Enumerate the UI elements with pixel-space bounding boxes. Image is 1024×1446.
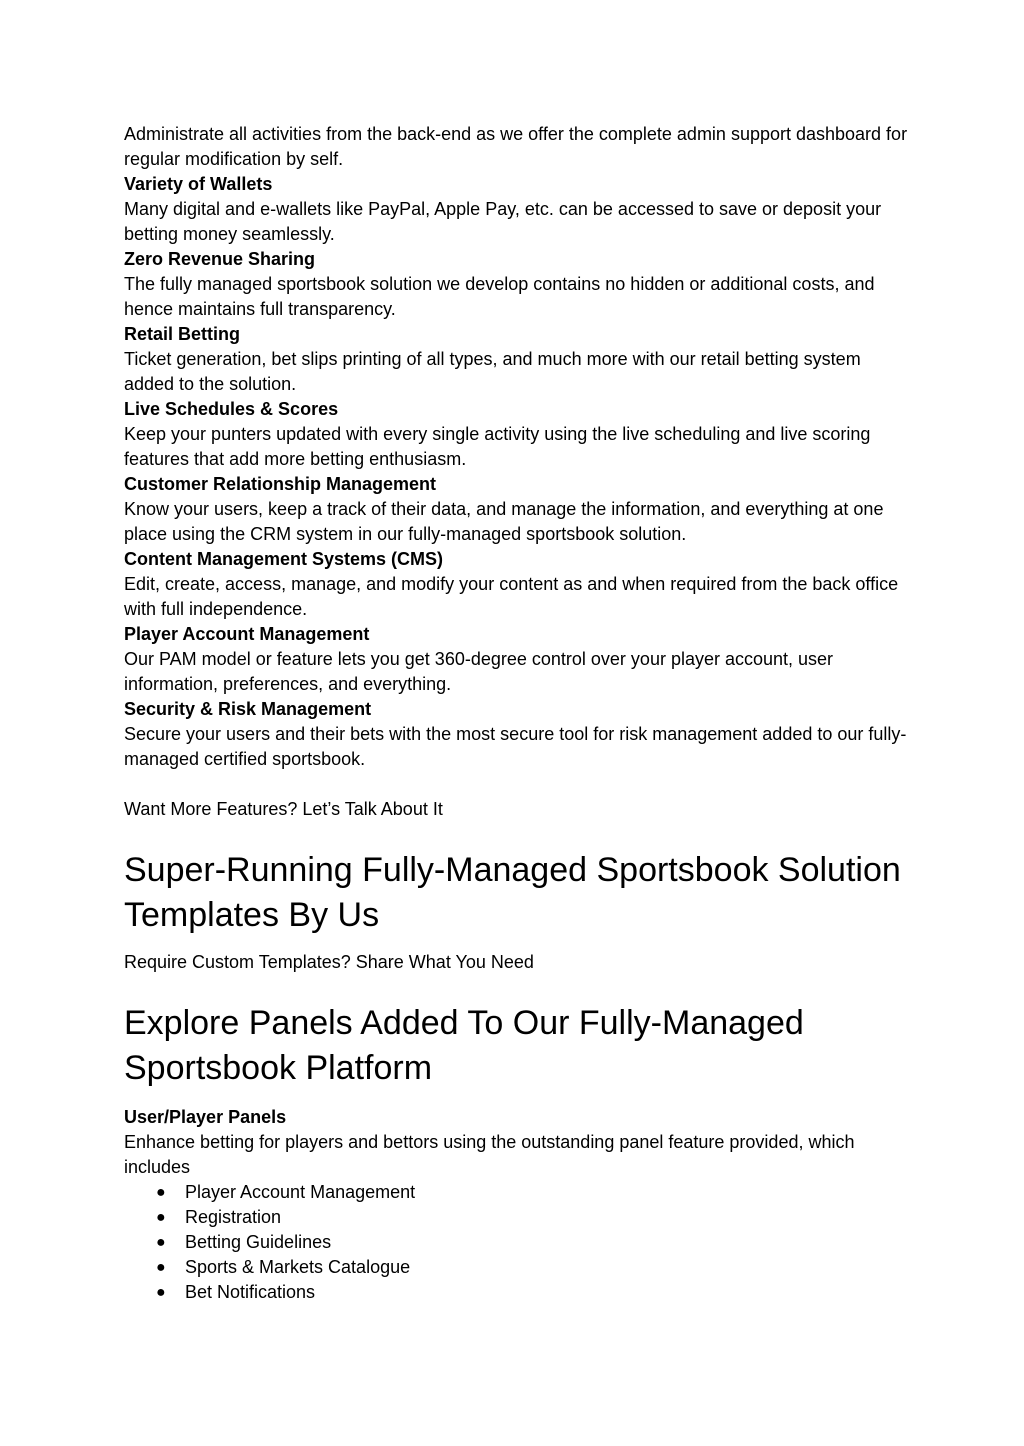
panels-heading: Explore Panels Added To Our Fully-Managed Sportsbook Platform <box>124 1004 804 1087</box>
document-page <box>124 122 914 1305</box>
feature-list <box>124 172 914 772</box>
bullet-icon: ● <box>156 1259 166 1276</box>
bullet-icon: ● <box>156 1234 166 1251</box>
list-item-label: Sports & Markets Catalogue <box>185 1257 411 1277</box>
templates-cta: Require Custom Templates? Share What You Need <box>124 952 534 972</box>
features-cta: Want More Features? Let’s Talk About It <box>124 799 443 819</box>
panels-subheading: User/Player Panels <box>124 1107 287 1127</box>
list-item-label: Player Account Management <box>185 1182 416 1202</box>
list-item <box>124 1205 914 1230</box>
feature-title: Variety of Wallets <box>124 174 273 194</box>
feature-body: Our PAM model or feature lets you get 360-degree control over your player account, user information, preferences, and everything. <box>124 649 834 694</box>
feature-item <box>124 247 914 322</box>
list-item <box>124 1230 914 1255</box>
panels-body: Enhance betting for players and bettors using the outstanding panel feature provided, which includes <box>124 1132 855 1177</box>
panel-features-list <box>124 1180 914 1305</box>
list-item <box>124 1180 914 1205</box>
feature-title: Content Management Systems (CMS) <box>124 549 444 569</box>
feature-title: Player Account Management <box>124 624 370 644</box>
feature-title: Retail Betting <box>124 324 241 344</box>
feature-body: Keep your punters updated with every single activity using the live scheduling and live scoring features that add more betting enthusiasm. <box>124 424 871 469</box>
list-item <box>124 1280 914 1305</box>
list-item-label: Betting Guidelines <box>185 1232 332 1252</box>
feature-body: Edit, create, access, manage, and modify your content as and when required from the back office with full independence. <box>124 574 899 619</box>
feature-body: Secure your users and their bets with the most secure tool for risk management added to our fully-managed certified sportsbook. <box>124 724 907 769</box>
feature-item <box>124 172 914 247</box>
bullet-icon: ● <box>156 1209 166 1226</box>
feature-item <box>124 622 914 697</box>
list-item-label: Registration <box>185 1207 282 1227</box>
list-item <box>124 1255 914 1280</box>
feature-item <box>124 322 914 397</box>
feature-title: Live Schedules & Scores <box>124 399 339 419</box>
feature-body: The fully managed sportsbook solution we develop contains no hidden or additional costs, and hence maintains full transparency. <box>124 274 875 319</box>
feature-body: Many digital and e-wallets like PayPal, Apple Pay, etc. can be accessed to save or deposit your betting money seamlessly. <box>124 199 882 244</box>
feature-item <box>124 697 914 772</box>
feature-item <box>124 397 914 472</box>
bullet-icon: ● <box>156 1184 166 1201</box>
bullet-icon: ● <box>156 1284 166 1301</box>
list-item-label: Bet Notifications <box>185 1282 316 1302</box>
templates-heading: Super-Running Fully-Managed Sportsbook Solution Templates By Us <box>124 851 901 934</box>
feature-title: Zero Revenue Sharing <box>124 249 316 269</box>
intro-paragraph: Administrate all activities from the back-end as we offer the complete admin support dashboard for regular modification by self. <box>124 124 908 169</box>
feature-body: Know your users, keep a track of their data, and manage the information, and everything at one place using the CRM system in our fully-managed sportsbook solution. <box>124 499 884 544</box>
feature-title: Security & Risk Management <box>124 699 372 719</box>
feature-body: Ticket generation, bet slips printing of all types, and much more with our retail betting system added to the solution. <box>124 349 861 394</box>
feature-item <box>124 547 914 622</box>
feature-title: Customer Relationship Management <box>124 474 437 494</box>
feature-item <box>124 472 914 547</box>
